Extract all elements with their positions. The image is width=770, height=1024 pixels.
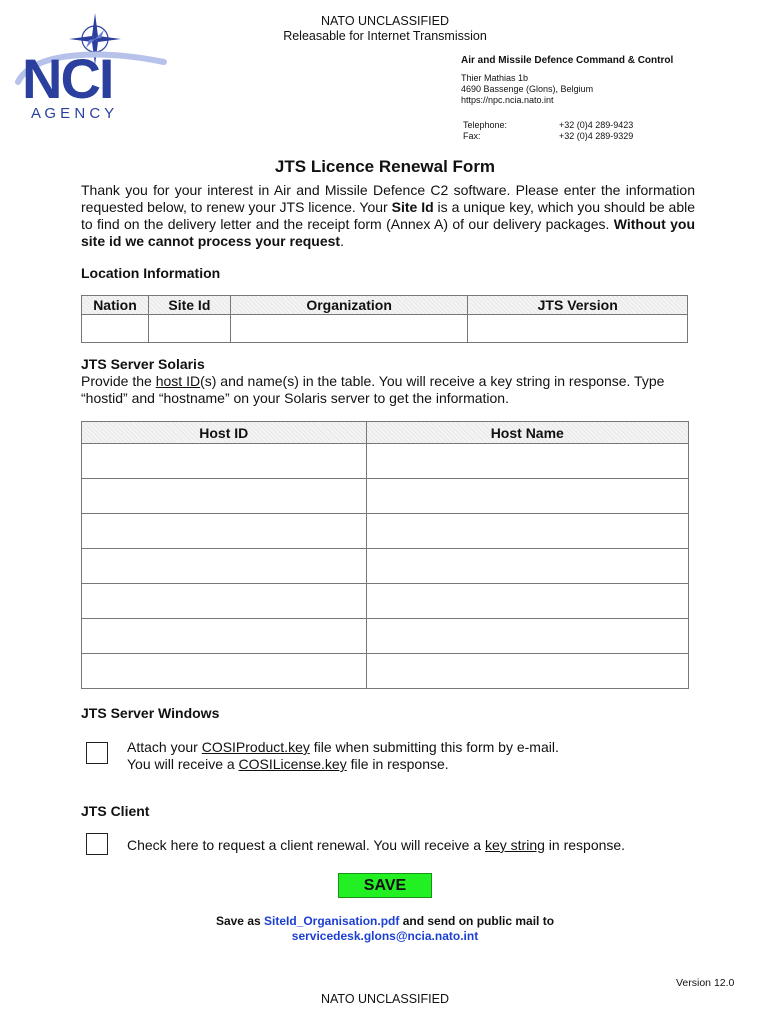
host-id-input[interactable] (82, 584, 367, 619)
svg-text:A G E N C Y: A G E N C Y (31, 105, 115, 122)
host-table (81, 421, 689, 689)
host-id-input[interactable] (82, 444, 367, 479)
host-id-input[interactable] (82, 619, 367, 654)
windows-checkbox[interactable] (86, 742, 108, 764)
host-id-input[interactable] (82, 549, 367, 584)
host-id-input[interactable] (82, 514, 367, 549)
nci-agency-logo (14, 10, 184, 125)
windows-line-2: You will receive a COSILicense.key file in response. (127, 756, 449, 772)
col-host-id: Host ID (82, 422, 367, 444)
host-name-input[interactable] (366, 479, 688, 514)
host-row (82, 549, 689, 584)
address-line-1: Thier Mathias 1b (461, 73, 529, 83)
version-label: Version 12.0 (676, 977, 735, 989)
client-checkbox[interactable] (86, 833, 108, 855)
jts-version-input[interactable] (468, 315, 688, 343)
address-line-2: 4690 Bassenge (Glons), Belgium (461, 84, 594, 94)
organization-input[interactable] (230, 315, 468, 343)
host-name-input[interactable] (366, 654, 688, 689)
save-instructions: Save as SiteId_Organisation.pdf and send on public mail to (215, 914, 555, 928)
host-row (82, 479, 689, 514)
intro-paragraph: Thank you for your interest in Air and Missile Defence C2 software. Please enter the information requested below, to renew your JTS licence. Your Site Id is a unique key, which you should be able to find on the delivery letter and the receipt form (Annex A) of our delivery packages. Without you site id we cannot process your request. (81, 182, 696, 249)
host-row (82, 444, 689, 479)
host-id-input[interactable] (82, 654, 367, 689)
location-table (81, 295, 688, 343)
form-title: JTS Licence Renewal Form (274, 157, 496, 176)
host-id-input[interactable] (82, 479, 367, 514)
host-row (82, 584, 689, 619)
windows-heading: JTS Server Windows (81, 705, 220, 721)
host-name-input[interactable] (366, 514, 688, 549)
fax-label: Fax: (463, 131, 481, 141)
telephone-label: Telephone: (463, 120, 508, 130)
windows-line-1: Attach your COSIProduct.key file when submitting this form by e-mail. (127, 739, 559, 755)
host-row (82, 619, 689, 654)
host-name-input[interactable] (366, 549, 688, 584)
nation-input[interactable] (82, 315, 149, 343)
host-row (82, 514, 689, 549)
releasable-note: Releasable for Internet Transmission (283, 29, 487, 43)
location-heading: Location Information (81, 265, 221, 281)
host-name-input[interactable] (366, 444, 688, 479)
solaris-heading: JTS Server Solaris (81, 356, 205, 372)
col-organization: Organization (230, 296, 468, 315)
host-row (82, 654, 689, 689)
save-button[interactable]: SAVE (338, 873, 432, 898)
col-host-name: Host Name (366, 422, 688, 444)
svg-text:NCI: NCI (22, 47, 113, 110)
host-name-input[interactable] (366, 584, 688, 619)
client-text: Check here to request a client renewal. You will receive a key string in response. (127, 837, 626, 853)
servicedesk-email[interactable]: servicedesk.glons@ncia.nato.int (291, 929, 479, 943)
host-name-input[interactable] (366, 619, 688, 654)
col-nation: Nation (82, 296, 149, 315)
client-heading: JTS Client (81, 803, 150, 819)
solaris-instructions: Provide the host ID(s) and name(s) in the table. You will receive a key string in response. Type “hostid” and “hostname” on your Solaris server to get the information. (81, 373, 665, 406)
col-site-id: Site Id (148, 296, 230, 315)
classification-top: NATO UNCLASSIFIED (320, 14, 450, 28)
telephone-value: +32 (0)4 289-9423 (559, 120, 634, 130)
site-id-input[interactable] (148, 315, 230, 343)
address-url[interactable]: https://npc.ncia.nato.int (461, 95, 554, 105)
department-name: Air and Missile Defence Command & Control (461, 55, 674, 66)
col-jts-version: JTS Version (468, 296, 688, 315)
fax-value: +32 (0)4 289-9329 (559, 131, 634, 141)
classification-bottom: NATO UNCLASSIFIED (320, 992, 450, 1006)
